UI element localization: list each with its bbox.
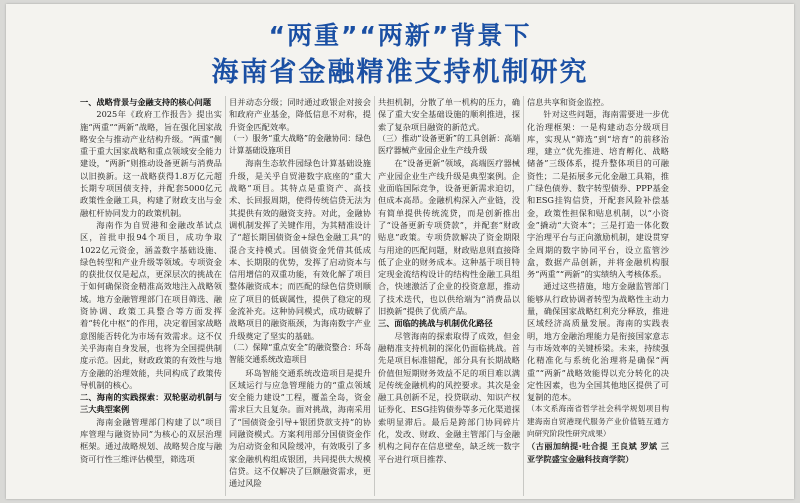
section-heading: 一、战略背景与金融支持的核心问题	[80, 97, 212, 107]
column-divider	[225, 96, 226, 496]
paragraph: 共担机制，分散了单一机构的压力，确保了重大安全基础设施的顺利推进，探索了复杂项目融资的新范式。	[378, 97, 520, 132]
paragraph: 海南金融管理部门构建了以“项目库管理与融资协同”为核心的双层治理框架。通过战略规划、战略契合度与融资可行性三维评估模型，筛选项	[80, 416, 222, 464]
subsection-heading: （一）服务“重大战略”的金融协同：绿色计算基础设施项目	[229, 133, 371, 156]
column-divider	[374, 96, 375, 496]
section-heading: 三、面临的挑战与机制优化路径	[378, 318, 493, 329]
paragraph: 在“设备更新”领域，高端医疗器械产业园企业生产线升级是典型案例。企业面临国际竞争，设备更新需求迫切，但成本高昂。金融机构深入产业链，没有简单提供传统流贷，而是创新推出了“设备更新专项贷款”，并配套“财政贴息”政策。专项贷款解决了资金期限与用途的匹配问题，财政贴息则直接降低了企业的财务成本。这种基于项目特定现金流结构设计的结构性金融工具组合，快速激活了企业的投资意愿，推动了技术迭代，也以供给端为“消费品以旧换新”提供了优质产品。	[378, 158, 520, 317]
headline-line-2: 海南省金融精准支持机制研究	[211, 57, 589, 88]
article-column-4	[527, 96, 669, 496]
paragraph: 2025年《政府工作报告》提出实施“两重”“两新”战略，旨在强化国家战略安全与推动产业结构升级。“两重”侧重于重大国家战略和重点领域安全能力建设，“两新”则推动设备更新与消费品以旧换新。这一战略获得1.8万亿元超长期专项国债支持，并配套5000亿元政策性金融工具，构建了财政支出与金融杠杆协同发力的政策机制。	[80, 109, 222, 218]
article-column-1	[80, 96, 222, 496]
paragraph: 环岛智能交通系统改造项目是提升区域运行与应急管理能力的“重点领域安全能力建设”工程，覆盖全岛，资金需求巨大且复杂。面对挑战，海南采用了“国债资金引导+银团贷款支持”的协同融资模式。方案利用部分国债资金作为启动资金和风险缓冲，有效吸引了多家金融机构组成银团，共同提供大规模信贷。这不仅解决了巨额融资需求，更通过风险	[229, 367, 371, 489]
headline-line-1: “两重”“两新”背景下	[268, 21, 532, 50]
author-byline: （古丽加纳提·吐合提 王良斌 罗斌 三亚学院盛宝金融科技商学院）	[527, 441, 669, 464]
section-heading: 二、海南的实践探索：双轮驱动机制与三大典型案例	[80, 392, 222, 415]
paragraph: 尽管海南的探索取得了成效，但金融精准支持机制的深化仍面临挑战。首先是项目标准错配，部分具有长期战略价值但短期财务效益不足的项目难以满足传统金融机构的风控要求。其次是金融工具创新不足，投贷联动、知识产权证券化、ESG挂钩债券等多元化渠道探索明显滞后。最后是跨部门协同碎片化，发改、财政、金融主管部门与金融机构之间存在信息壁垒，缺乏统一数字平台进行项目推荐、	[378, 330, 520, 464]
subsection-heading: （二）保障“重点安全”的融资整合：环岛智能交通系统改造项目	[229, 342, 371, 365]
paragraph: 通过这些措施，地方金融监管部门能够从行政协调者转型为战略性主动力量，确保国家战略红利充分释放，推进区域经济高质量发展。海南的实践表明，地方金融治理能力是衔接国家意志与市场效率的关键桥梁。未来，持续强化精准化与系统化治理将是确保“两重”“两新”战略效能得以充分转化的决定性因素，也为全国其他地区提供了可复制的范本。	[527, 281, 669, 403]
column-divider	[523, 96, 524, 496]
paragraph: 海南作为自贸港和金融改革试点区，首批申报94个项目，成功争取1022亿元资金，涵盖数字基础设施、绿色转型和产业升级等领域。专项资金的获批仅仅是起点，更深层次的挑战在于如何确保资金精准高效地注入战略领域。地方金融管理部门在项目筛选、融资协调、政策工具整合等方面发挥着“转化中枢”的作用，决定着国家战略意图能否转化为市场有效需求。这不仅关乎海南自身发展，也将为全国提供制度示范。因此，财政政策的有效性与地方金融的治理效能，共同构成了政策传导机制的核心。	[80, 219, 222, 390]
article-column-2	[229, 96, 371, 496]
paragraph: 海南生态软件园绿色计算基础设施升级，是关乎自贸港数字底座的“重大战略”项目。其特点是重资产、高技术、长回报周期，使得传统信贷无法为其提供有效的融资支持。对此，金融协调机制发挥了关键作用，为其精准设计了“超长期国债资金+绿色金融工具”的混合支持模式。国债资金凭借其低成本、长期限的优势，发挥了启动资本与信用增信的双重功能，有效化解了项目整体融资成本；而匹配的绿色信贷则顺应了项目的低碳属性，提供了稳定的现金流补充。这种协同模式，成功破解了战略项目的融资瓶颈，为海南数字产业升级奠定了坚实的基础。	[229, 158, 371, 341]
paragraph: 目并动态分级；同时通过政银企对接会和政府产业基金，降低信息不对称，提升资金匹配效率。	[229, 97, 371, 132]
newspaper-page	[6, 4, 794, 499]
article-column-3	[378, 96, 520, 496]
paragraph: 信息共享和资金监控。	[527, 97, 609, 107]
funding-note: （本文系海南省哲学社会科学规划项目构建海南自贸港现代服务产业价值链互通方向研究阶段性研究成果）	[527, 404, 669, 439]
subsection-heading: （三）推动“设备更新”的工具创新：高端医疗器械产业园企业生产线升级	[378, 133, 520, 156]
paragraph: 针对这些问题，海南需要进一步优化治理框架：一是构建动态分级项目库，实现从“筛选”到“培育”的前移治理，建立“优先推进、培育孵化、战略储备”三级体系，提升整体项目的可融资性；二是拓展多元化金融工具箱，推广绿色债券、数字转型债券、PPP基金和ESG挂钩信贷，开配套风险补偿基金，政策性担保和贴息机制，以“小资金”撬动“大资本”；三是打造一体化数字治理平台与正向激励机制，建设贯穿全周期的数字协同平台，设立监管沙盒，数据产品创新，并将金融机构服务“两重”“两新”的实绩纳入考核体系。	[527, 109, 669, 280]
